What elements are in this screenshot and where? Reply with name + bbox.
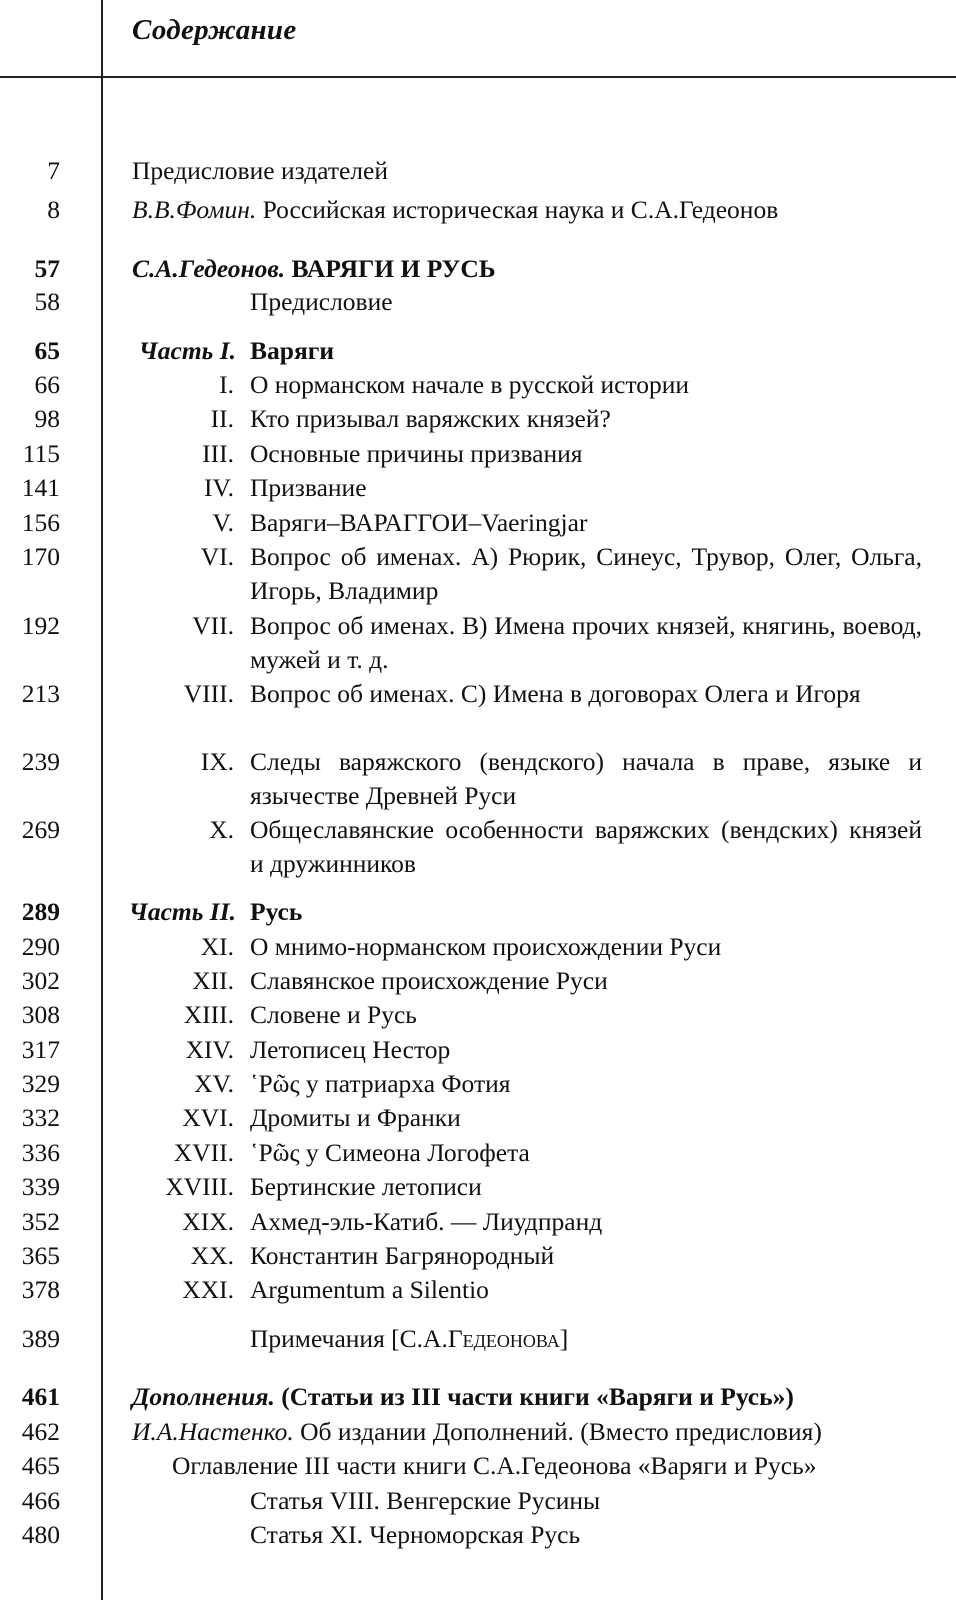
entry-author: В.В.Фомин. <box>132 195 257 224</box>
entry-text <box>250 1205 922 1239</box>
toc-entry <box>0 1067 956 1101</box>
toc-entry <box>0 402 956 436</box>
entry-title: Призвание <box>250 473 367 502</box>
entry-title: Основные причины призвания <box>250 439 583 468</box>
page-number: 308 <box>21 1000 60 1029</box>
entry-text <box>250 471 922 505</box>
toc-entry <box>0 1518 956 1552</box>
entry-title: Argumentum a Silentio <box>250 1275 489 1304</box>
toc-entry <box>0 540 956 608</box>
entry-text <box>250 506 922 540</box>
chapter-number: VIII. <box>183 679 234 708</box>
entry-prefix: Примечания [ <box>250 1324 400 1353</box>
toc-entry <box>0 1322 956 1356</box>
toc-entry <box>0 895 956 929</box>
page-number: 352 <box>21 1207 60 1236</box>
entry-title: Варяги <box>250 336 335 365</box>
entry-suffix: ] <box>559 1324 569 1353</box>
entry-title: ВАРЯГИ И РУСЬ <box>285 254 496 283</box>
entry-title: Следы варяжского (вендского) начала в праве, языке и язычестве Древней Руси <box>250 747 922 810</box>
page-number: 65 <box>34 336 60 365</box>
entry-title: Российская историческая наука и С.А.Гедеонов <box>256 195 779 224</box>
chapter-number: XX. <box>190 1241 234 1270</box>
entry-title: О норманском начале в русской истории <box>250 370 690 399</box>
chapter-number: IX. <box>200 747 234 776</box>
entry-title: Оглавление III части книги С.А.Гедеонова «Варяги и Русь» <box>172 1451 817 1480</box>
page-number: 317 <box>21 1035 60 1064</box>
entry-title: Предисловие издателей <box>132 156 388 185</box>
page-number: 365 <box>21 1241 60 1270</box>
page-number: 213 <box>21 679 60 708</box>
toc-entry <box>0 334 956 368</box>
entry-text <box>250 1484 922 1518</box>
page-number: 192 <box>21 611 60 640</box>
entry-title: Предисловие <box>250 287 393 316</box>
page-number: 8 <box>47 195 60 224</box>
page-number: 239 <box>21 747 60 776</box>
toc-entry <box>0 1273 956 1307</box>
chapter-number: XXI. <box>182 1275 234 1304</box>
entry-title: Словене и Русь <box>250 1000 417 1029</box>
page-number: 302 <box>21 966 60 995</box>
page-number: 336 <box>21 1138 60 1167</box>
toc-entry <box>0 506 956 540</box>
entry-text <box>250 334 922 368</box>
entry-text <box>250 930 922 964</box>
page-number: 466 <box>21 1486 60 1515</box>
toc-entry <box>0 285 956 319</box>
page-number: 289 <box>21 897 60 926</box>
chapter-number: XI. <box>200 932 234 961</box>
entry-text <box>250 437 922 471</box>
toc-entry <box>0 677 956 745</box>
entry-text <box>250 1322 922 1356</box>
toc-entry <box>0 1170 956 1204</box>
page-number: 115 <box>22 439 60 468</box>
toc-entry <box>0 252 956 286</box>
chapter-number: XVI. <box>182 1103 234 1132</box>
chapter-number: X. <box>209 815 234 844</box>
entry-text <box>250 1273 922 1307</box>
entry-title: Летописец Нестор <box>250 1035 451 1064</box>
chapter-number: XIX. <box>182 1207 234 1236</box>
toc-entry <box>0 813 956 881</box>
part-label: Часть I. <box>138 336 236 365</box>
entry-title: Общеславянские особенности варяжских (вендских) князей и дружинников <box>250 815 922 878</box>
chapter-number: XVII. <box>173 1138 234 1167</box>
toc-entry <box>0 1415 956 1449</box>
entry-title: Вопрос об именах. В) Имена прочих князей, княгинь, воевод, мужей и т. д. <box>250 611 922 674</box>
page-number: 462 <box>21 1417 60 1446</box>
entry-text <box>250 609 922 677</box>
page-number: 378 <box>21 1275 60 1304</box>
chapter-number: IV. <box>204 473 234 502</box>
chapter-number: XIV. <box>185 1035 234 1064</box>
page-number: 57 <box>34 254 60 283</box>
entry-text <box>250 1136 922 1170</box>
toc-entry <box>0 930 956 964</box>
entry-text <box>250 745 922 813</box>
chapter-number: VII. <box>192 611 234 640</box>
entry-text <box>250 813 922 881</box>
toc-entry <box>0 1484 956 1518</box>
page-heading: Содержание <box>132 14 297 46</box>
entry-text <box>132 1380 922 1414</box>
entry-text <box>250 964 922 998</box>
entry-text <box>250 402 922 436</box>
toc-entry <box>0 1205 956 1239</box>
toc-entry <box>0 471 956 505</box>
chapter-number: V. <box>212 508 234 537</box>
page-number: 329 <box>21 1069 60 1098</box>
page-number: 7 <box>47 156 60 185</box>
page-number: 480 <box>21 1520 60 1549</box>
entry-author: Дополнения. <box>132 1382 275 1411</box>
entry-title: ῾Ρῶς у Симеона Логофета <box>250 1138 530 1167</box>
toc-entry <box>0 998 956 1032</box>
entry-title: Ахмед-эль-Катиб. — Лиудпранд <box>250 1207 603 1236</box>
entry-text <box>250 1170 922 1204</box>
entry-text <box>250 1518 922 1552</box>
page-number: 141 <box>21 473 60 502</box>
part-label: Часть II. <box>128 897 236 926</box>
entry-title: О мнимо-норманском происхождении Руси <box>250 932 722 961</box>
toc-entry <box>0 1239 956 1273</box>
entry-text <box>250 998 922 1032</box>
entry-text <box>250 285 922 319</box>
page-number: 461 <box>21 1382 60 1411</box>
entry-title: Варяги–ВАРАГГОИ–Vaeringjar <box>250 508 588 537</box>
entry-text <box>172 1449 932 1483</box>
page-number: 156 <box>21 508 60 537</box>
entry-text <box>250 368 922 402</box>
toc-entry <box>0 1136 956 1170</box>
toc-entry <box>0 368 956 402</box>
page-number: 290 <box>21 932 60 961</box>
entry-text <box>250 1033 922 1067</box>
toc-entry <box>0 1101 956 1135</box>
page-number: 269 <box>21 815 60 844</box>
page-number: 389 <box>21 1324 60 1353</box>
entry-author: И.А.Настенко. <box>132 1417 294 1446</box>
page-number: 58 <box>34 287 60 316</box>
page-number: 170 <box>21 542 60 571</box>
page-number: 98 <box>34 404 60 433</box>
entry-text <box>250 1101 922 1135</box>
toc-entry <box>0 1380 956 1414</box>
chapter-number: XVIII. <box>165 1172 234 1201</box>
entry-title: Русь <box>250 897 303 926</box>
toc-entry <box>0 1033 956 1067</box>
toc-entry <box>0 193 956 227</box>
entry-title: Кто призывал варяжских князей? <box>250 404 611 433</box>
page-number: 339 <box>21 1172 60 1201</box>
page-number: 465 <box>21 1451 60 1480</box>
entry-text <box>250 677 922 711</box>
entry-title: Статья XI. Черноморская Русь <box>250 1520 581 1549</box>
entry-text <box>250 1239 922 1273</box>
entry-title: Вопрос об именах. С) Имена в договорах Олега и Игоря <box>250 679 861 708</box>
entry-text <box>250 540 922 608</box>
entry-title: Бертинские летописи <box>250 1172 482 1201</box>
entry-title: Дромиты и Франки <box>250 1103 461 1132</box>
entry-text <box>250 1067 922 1101</box>
toc-entry <box>0 745 956 813</box>
toc-entry <box>0 964 956 998</box>
entry-title: Вопрос об именах. А) Рюрик, Синеус, Трувор, Олег, Ольга, Игорь, Владимир <box>250 542 922 605</box>
entry-title: С.А.Гедеонова <box>399 1324 560 1353</box>
chapter-number: VI. <box>200 542 234 571</box>
entry-title: Статья VIII. Венгерские Русины <box>250 1486 601 1515</box>
entry-text <box>132 193 922 227</box>
toc-entry <box>0 1449 956 1483</box>
chapter-number: XII. <box>192 966 234 995</box>
entry-author: С.А.Гедеонов. <box>132 254 286 283</box>
chapter-number: I. <box>219 370 234 399</box>
toc-entry <box>0 437 956 471</box>
toc-entry <box>0 154 956 188</box>
entry-text <box>132 252 922 286</box>
entry-text <box>132 154 922 188</box>
page-number: 332 <box>21 1103 60 1132</box>
chapter-number: XV. <box>194 1069 234 1098</box>
entry-text <box>132 1415 922 1449</box>
chapter-number: III. <box>202 439 234 468</box>
entry-title: (Статьи из III части книги «Варяги и Русь») <box>274 1382 794 1411</box>
toc-entry <box>0 609 956 677</box>
chapter-number: II. <box>210 404 234 433</box>
chapter-number: XIII. <box>183 1000 234 1029</box>
entry-title: Об издании Дополнений. (Вместо предисловия) <box>293 1417 822 1446</box>
entry-title: Константин Багрянородный <box>250 1241 555 1270</box>
entry-text <box>250 895 922 929</box>
page-number: 66 <box>34 370 60 399</box>
entry-title: ῾Ρῶς у патриарха Фотия <box>250 1069 511 1098</box>
entry-title: Славянское происхождение Руси <box>250 966 608 995</box>
